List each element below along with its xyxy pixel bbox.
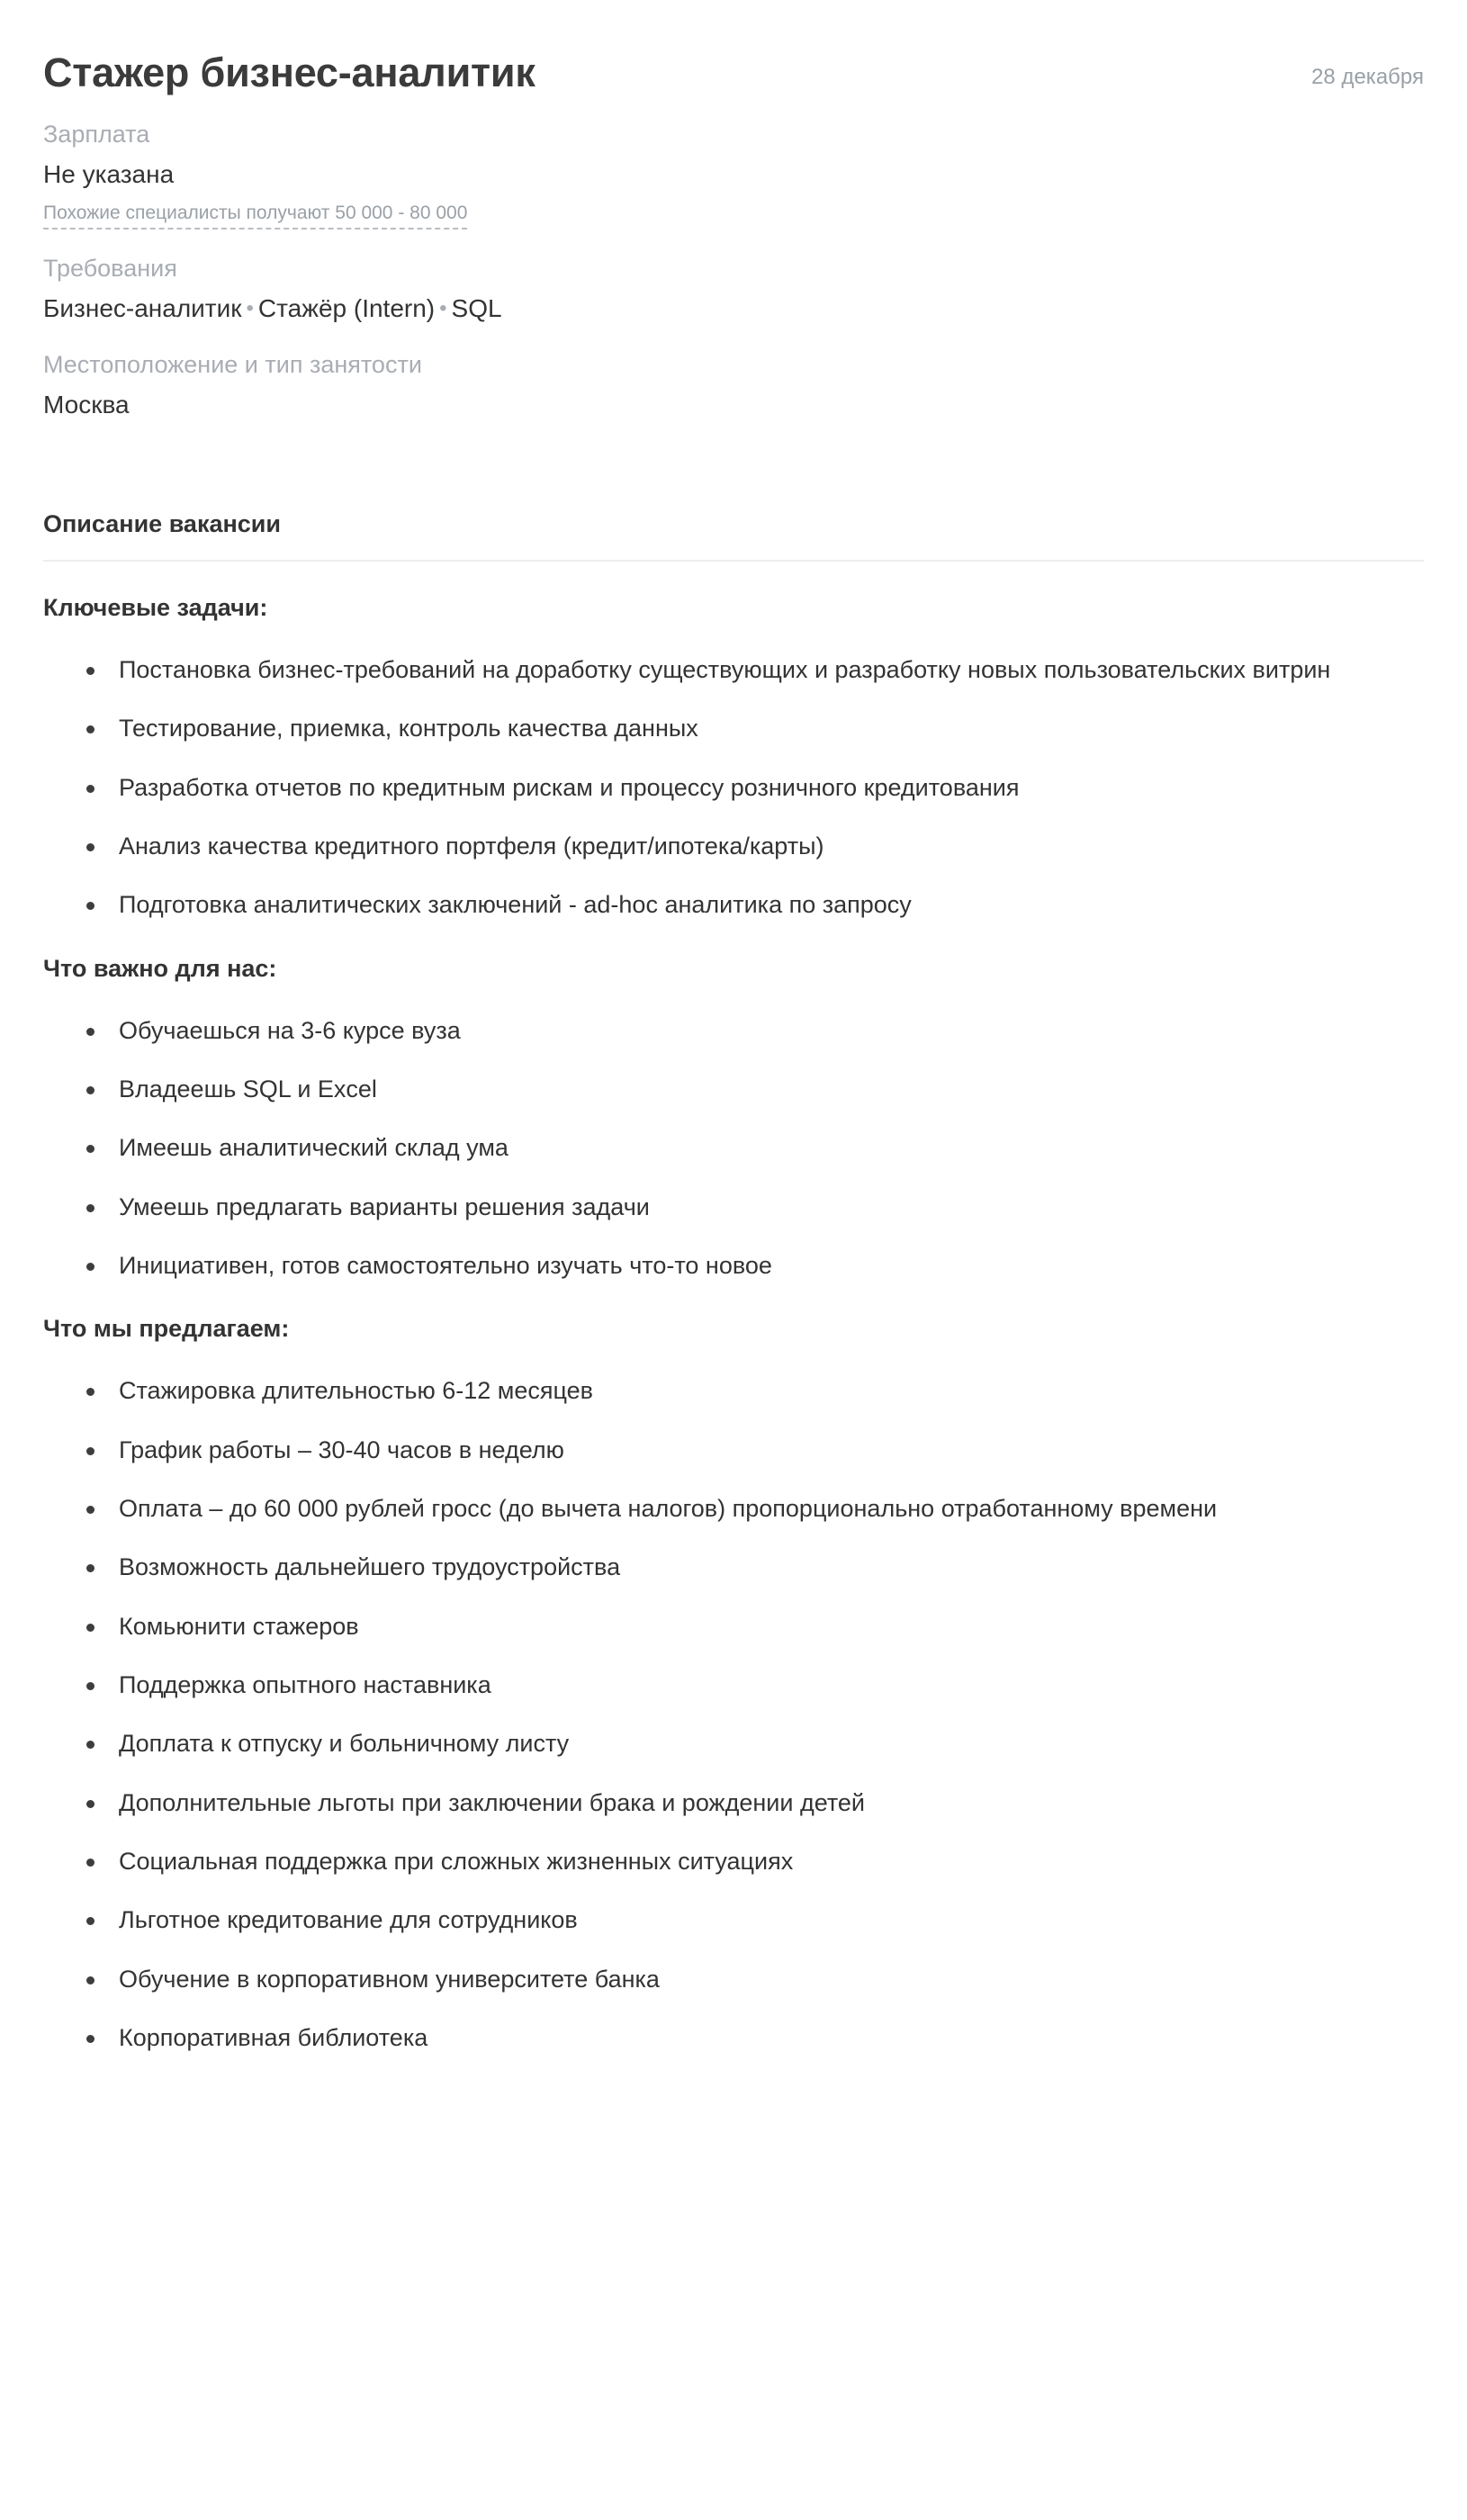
list-item: Льготное кредитование для сотрудников xyxy=(43,1903,1415,1937)
list-item: Анализ качества кредитного портфеля (кредит/ипотека/карты) xyxy=(43,829,1415,863)
list-item: Обучаешься на 3-6 курсе вуза xyxy=(43,1013,1415,1048)
description-groups xyxy=(43,592,1424,2056)
list-item: Владеешь SQL и Excel xyxy=(43,1072,1415,1106)
section-divider xyxy=(43,560,1424,562)
list-item: График работы – 30-40 часов в неделю xyxy=(43,1433,1415,1467)
description-group-heading: Ключевые задачи: xyxy=(43,593,268,621)
bullet-separator-icon: • xyxy=(439,295,447,320)
bullet-separator-icon: • xyxy=(246,295,254,320)
requirements-tags xyxy=(43,292,1424,326)
description-group-list xyxy=(43,1373,1424,2055)
list-item: Инициативен, готов самостоятельно изучать что-то новое xyxy=(43,1248,1415,1282)
description-section-title: Описание вакансии xyxy=(43,509,282,537)
location-block xyxy=(43,349,1424,422)
list-item: Стажировка длительностью 6-12 месяцев xyxy=(43,1373,1415,1408)
list-item: Возможность дальнейшего трудоустройства xyxy=(43,1550,1415,1584)
list-item: Социальная поддержка при сложных жизненных ситуациях xyxy=(43,1844,1415,1878)
list-item: Корпоративная библиотека xyxy=(43,2020,1415,2055)
list-item: Тестирование, приемка, контроль качества данных xyxy=(43,711,1415,745)
list-item: Имеешь аналитический склад ума xyxy=(43,1130,1415,1165)
requirements-block xyxy=(43,253,1424,326)
requirement-tag-0: Бизнес-аналитик xyxy=(43,293,242,322)
salary-value: Не указана xyxy=(43,160,175,189)
page-title: Стажер бизнес-аналитик xyxy=(43,50,536,95)
vacancy-header xyxy=(43,0,1424,95)
list-item: Комьюнити стажеров xyxy=(43,1609,1415,1643)
list-item: Постановка бизнес-требований на доработку существующих и разработку новых пользовательских витрин xyxy=(43,652,1415,687)
requirements-label: Требования xyxy=(43,254,177,282)
list-item: Умеешь предлагать варианты решения задачи xyxy=(43,1190,1415,1224)
description-group-list xyxy=(43,652,1424,922)
location-label: Местоположение и тип занятости xyxy=(43,350,422,378)
salary-label: Зарплата xyxy=(43,121,150,148)
list-item: Доплата к отпуску и больничному листу xyxy=(43,1726,1415,1760)
list-item: Поддержка опытного наставника xyxy=(43,1668,1415,1702)
list-item: Обучение в корпоративном университете банка xyxy=(43,1962,1415,1996)
list-item: Дополнительные льготы при заключении брака и рождении детей xyxy=(43,1786,1415,1820)
posted-date: 28 декабря xyxy=(1311,65,1424,89)
description-group-heading: Что мы предлагаем: xyxy=(43,1315,290,1343)
location-value: Москва xyxy=(43,390,130,418)
list-item: Оплата – до 60 000 рублей гросс (до вычета налогов) пропорционально отработанному времени xyxy=(43,1491,1415,1526)
requirement-tag-2: SQL xyxy=(451,293,502,322)
description-group-list xyxy=(43,1013,1424,1283)
description-group-heading: Что важно для нас: xyxy=(43,954,277,982)
list-item: Разработка отчетов по кредитным рискам и процессу розничного кредитования xyxy=(43,770,1415,805)
list-item: Подготовка аналитических заключений - ad-hoc аналитика по запросу xyxy=(43,887,1415,922)
description-section xyxy=(43,508,1424,2056)
requirement-tag-1: Стажёр (Intern) xyxy=(257,293,436,322)
similar-specialists-link[interactable]: Похожие специалисты получают 50 000 - 80 000 xyxy=(43,201,467,229)
page-bottom-spacer xyxy=(43,2055,1424,2118)
salary-block xyxy=(43,119,1424,229)
